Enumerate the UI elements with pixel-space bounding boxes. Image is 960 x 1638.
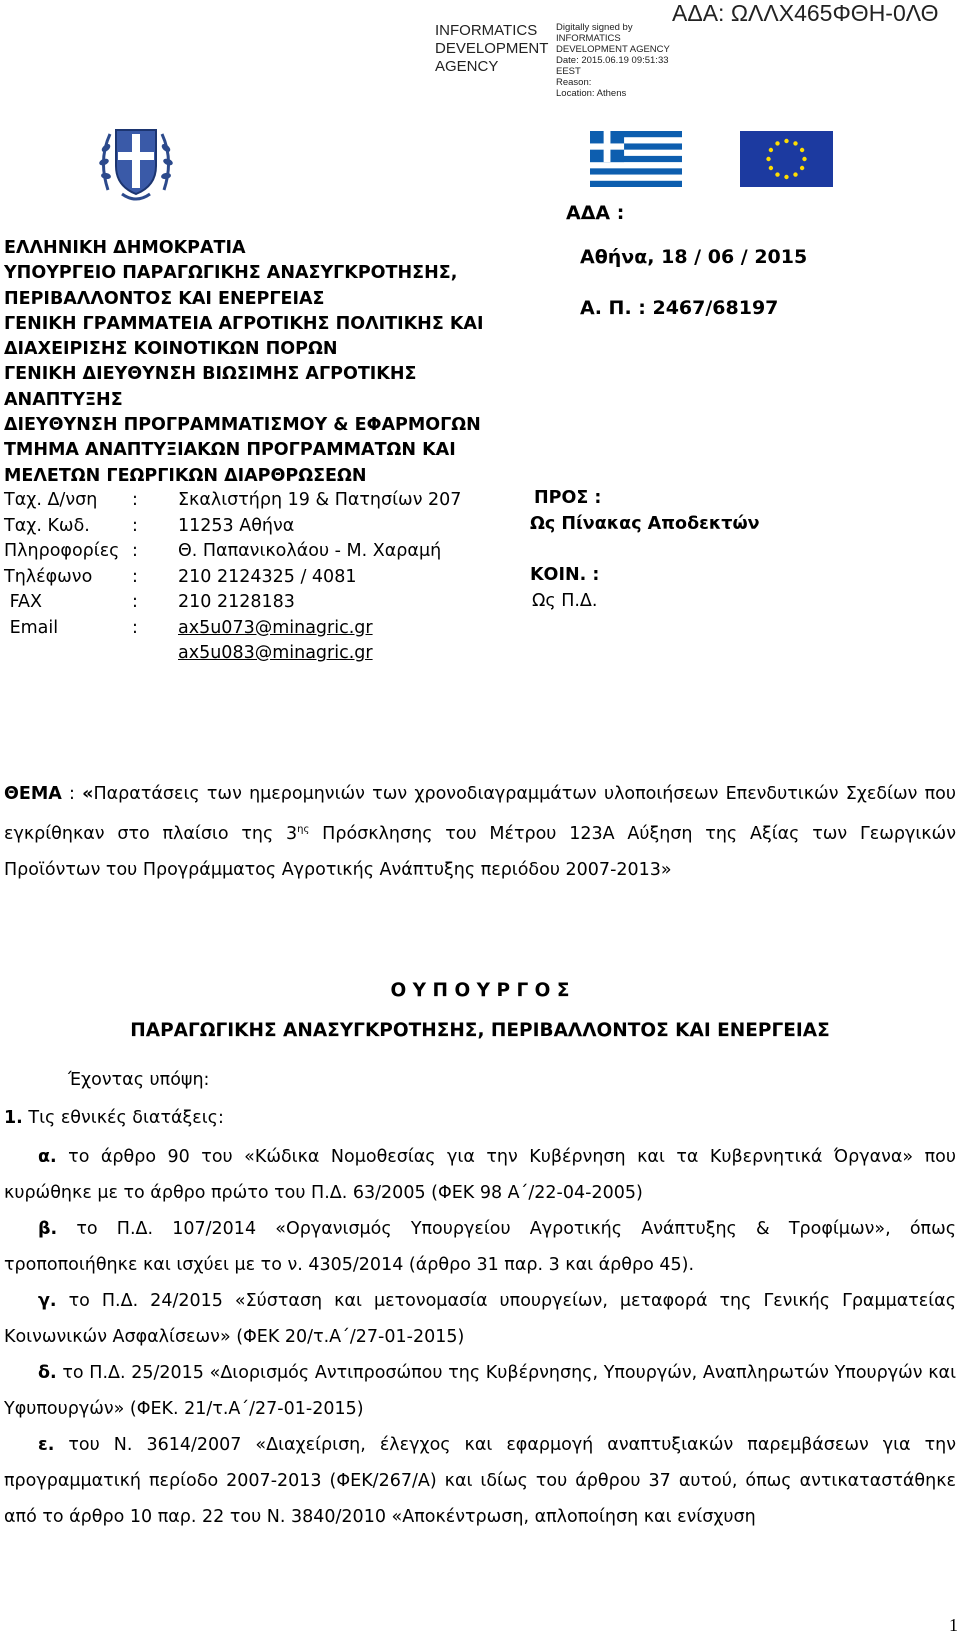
item-letter: ε.	[38, 1435, 55, 1455]
authority-line: ΑΝΑΠΤΥΞΗΣ	[4, 389, 123, 410]
item-text: το Π.Δ. 24/2015 «Σύσταση και μετονομασία υπουργείων, μεταφορά της Γενικής Γραμματείας Κοινωνικών Ασφαλίσεων» (ΦΕΚ 20/τ.Α΄/27-01-2015)	[4, 1291, 956, 1347]
item-text: το άρθρο 90 του «Κώδικα Νομοθεσίας για την Κυβέρνηση και τα Κυβερνητικά Όργανα» που κυρώθηκε με το άρθρο πρώτο του Π.Δ. 63/2005 (ΦΕΚ 98 Α΄/22-04-2005)	[4, 1147, 956, 1203]
contact-row	[4, 488, 504, 514]
contact-colon: :	[132, 515, 138, 536]
subject-text: Παρατάσεις των ημερομηνιών των χρονοδιαγραμμάτων υλοποιήσεων Επενδυτικών Σχεδίων που εγκρίθηκαν στο πλαίσιο της 3	[4, 784, 956, 844]
contact-row	[4, 616, 504, 642]
contact-colon: :	[132, 566, 138, 587]
contact-value: Θ. Παπανικολάου - Μ. Χαραμή	[178, 541, 442, 561]
greek-coat-of-arms-icon	[98, 120, 174, 204]
signature-line: Reason:	[556, 77, 592, 88]
signature-name: INFORMATICS DEVELOPMENT AGENCY	[435, 22, 549, 75]
provision-item-b	[4, 1211, 956, 1283]
authority-line: ΓΕΝΙΚΗ ΔΙΕΥΘΥΝΣΗ ΒΙΩΣΙΜΗΣ ΑΓΡΟΤΙΚΗΣ	[4, 364, 417, 385]
contact-colon: :	[132, 592, 138, 612]
contact-value: 210 2124325 / 4081	[178, 566, 357, 587]
page-number: 1	[949, 1615, 958, 1635]
subject-paragraph	[4, 776, 956, 888]
recipients-label: ΠΡΟΣ :	[534, 488, 602, 508]
contact-colon: :	[132, 541, 138, 561]
item-letter: α.	[38, 1147, 57, 1167]
provision-item-d	[4, 1355, 956, 1427]
contact-row	[4, 514, 504, 540]
contact-row	[4, 539, 504, 565]
contact-label: Ταχ. Δ/νση	[4, 490, 98, 510]
subject-sep: :	[61, 784, 83, 804]
email-link-2[interactable]: ax5u083@minagric.gr	[178, 643, 373, 663]
subject-text-cont: Πρόσκλησης του Μέτρου 123Α Αύξηση της Αξίας των Γεωργικών Προϊόντων του Προγράμματος Αγροτικής Ανάπτυξης περιόδου 2007-2013»	[4, 823, 956, 880]
provision-item-a	[4, 1139, 956, 1211]
email-link-1[interactable]: ax5u073@minagric.gr	[178, 617, 373, 638]
recipients-value: Ως Πίνακας Αποδεκτών	[530, 514, 760, 534]
contact-colon: :	[132, 490, 138, 510]
having-regard: Έχοντας υπόψη:	[68, 1070, 210, 1090]
ministry-title: ΠΑΡΑΓΩΓΙΚΗΣ ΑΝΑΣΥΓΚΡΟΤΗΣΗΣ, ΠΕΡΙΒΑΛΛΟΝΤΟΣ ΚΑΙ ΕΝΕΡΓΕΙΑΣ	[130, 1020, 830, 1041]
contact-label: FAX	[4, 592, 42, 612]
contact-label: Τηλέφωνο	[4, 566, 93, 587]
item-text: το Π.Δ. 107/2014 «Οργανισμός Υπουργείου Αγροτικής Ανάπτυξης & Τροφίμων», όπως τροποποιήθηκε και ισχύει με το ν. 4305/2014 (άρθρο 31 παρ. 3 και άρθρο 45).	[4, 1219, 956, 1275]
subject-label: ΘΕΜΑ	[4, 784, 62, 804]
contact-label: Ταχ. Κωδ.	[4, 515, 90, 536]
ada-code-top: ΑΔΑ: ΩΛΛΧ465ΦΘΗ-0ΛΘ	[672, 0, 939, 26]
authority-line: ΥΠΟΥΡΓΕΙΟ ΠΑΡΑΓΩΓΙΚΗΣ ΑΝΑΣΥΓΚΡΟΤΗΣΗΣ,	[4, 263, 458, 284]
minister-title: Ο Υ Π Ο Υ Ρ Γ Ο Σ	[390, 980, 570, 1001]
item-letter: δ.	[38, 1363, 57, 1383]
contact-details	[4, 488, 504, 667]
subject-superscript: ης	[297, 824, 310, 835]
signature-line: Location: Athens	[556, 88, 627, 99]
cc-value: Ως Π.Δ.	[532, 591, 598, 611]
signature-details	[556, 22, 670, 99]
signature-line: Date: 2015.06.19 09:51:33	[556, 55, 669, 66]
authority-line: ΕΛΛΗΝΙΚΗ ΔΗΜΟΚΡΑΤΙΑ	[4, 238, 246, 258]
authority-line: ΔΙΑΧΕΙΡΙΣΗΣ ΚΟΙΝΟΤΙΚΩΝ ΠΟΡΩΝ	[4, 339, 338, 360]
contact-row	[4, 565, 504, 591]
signature-line: INFORMATICS	[556, 33, 621, 44]
item-number: 1.	[4, 1108, 23, 1128]
contact-value: 210 2128183	[178, 592, 295, 612]
contact-label: Πληροφορίες	[4, 541, 120, 561]
contact-row	[4, 641, 504, 667]
provision-item-e	[4, 1427, 956, 1535]
item-text: το Π.Δ. 25/2015 «Διορισμός Αντιπροσώπου της Κυβέρνησης, Υπουργών, Αναπληρωτών Υπουργών και Υφυπουργών» (ΦΕΚ. 21/τ.Α΄/27-01-2015)	[4, 1363, 956, 1419]
signature-line: DEVELOPMENT AGENCY	[556, 44, 670, 55]
item-letter: γ.	[38, 1291, 57, 1311]
issuing-authority	[4, 236, 484, 489]
contact-value: 11253 Αθήνα	[178, 515, 295, 536]
eu-flag-icon	[740, 131, 833, 187]
item-text: Τις εθνικές διατάξεις:	[22, 1108, 224, 1128]
signature-line: Digitally signed by	[556, 22, 633, 33]
authority-line: ΤΜΗΜΑ ΑΝΑΠΤΥΞΙΑΚΩΝ ΠΡΟΓΡΑΜΜΑΤΩΝ ΚΑΙ	[4, 440, 456, 461]
provision-item-c	[4, 1283, 956, 1355]
greek-flag-icon	[590, 131, 682, 187]
authority-line: ΔΙΕΥΘΥΝΣΗ ΠΡΟΓΡΑΜΜΑΤΙΣΜΟΥ & ΕΦΑΡΜΟΓΩΝ	[4, 415, 481, 436]
item-letter: β.	[38, 1219, 58, 1239]
ada-label: ΑΔΑ :	[566, 202, 625, 224]
cc-label: ΚΟΙΝ. :	[530, 565, 600, 585]
document-date: Αθήνα, 18 / 06 / 2015	[580, 246, 808, 268]
contact-label: Email	[4, 617, 59, 638]
contact-value: Σκαλιστήρη 19 & Πατησίων 207	[178, 490, 462, 510]
subject-open-quote: «	[82, 784, 94, 804]
national-provisions	[4, 1108, 224, 1128]
signature-line: EEST	[556, 66, 581, 77]
contact-row	[4, 590, 504, 616]
protocol-number: Α. Π. : 2467/68197	[580, 297, 779, 319]
authority-line: ΜΕΛΕΤΩΝ ΓΕΩΡΓΙΚΩΝ ΔΙΑΡΘΡΩΣΕΩΝ	[4, 465, 367, 486]
item-text: του Ν. 3614/2007 «Διαχείριση, έλεγχος και εφαρμογή αναπτυξιακών παρεμβάσεων για την προγραμματική περίοδο 2007-2013 (ΦΕΚ/267/Α) και ιδίως του άρθρου 37 αυτού, όπως αντικαταστάθηκε από το άρθρο 10 παρ. 22 του Ν. 3840/2010 «Αποκέντρωση, απλοποίηση και ενίσχυση	[4, 1435, 956, 1527]
authority-line: ΓΕΝΙΚΗ ΓΡΑΜΜΑΤΕΙΑ ΑΓΡΟΤΙΚΗΣ ΠΟΛΙΤΙΚΗΣ ΚΑΙ	[4, 313, 484, 334]
authority-line: ΠΕΡΙΒΑΛΛΟΝΤΟΣ ΚΑΙ ΕΝΕΡΓΕΙΑΣ	[4, 288, 325, 309]
contact-colon: :	[132, 617, 138, 638]
